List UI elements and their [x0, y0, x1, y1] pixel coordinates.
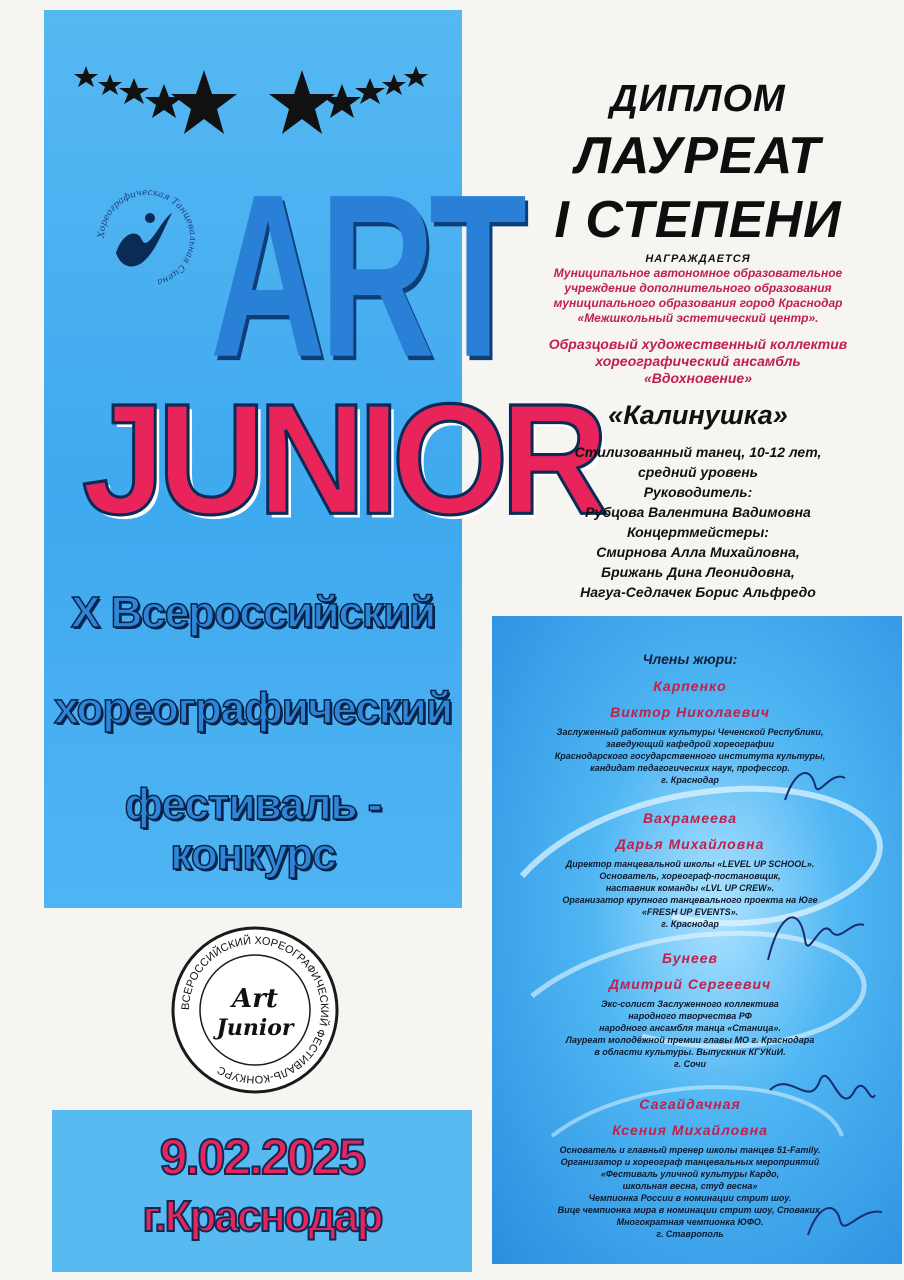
dance-number-title: «Калинушка»	[608, 400, 788, 430]
jury-desc-line: Чемпионка России в номинации стрит шоу.	[588, 1193, 792, 1203]
jury-desc-line: «FRESH UP EVENTS».	[641, 907, 739, 917]
detail-line: средний уровень	[638, 464, 758, 480]
star-icon	[269, 70, 335, 134]
jury-desc-line: Организатор и хореограф танцевальных мероприятий	[560, 1157, 820, 1167]
awarded-label: НАГРАЖДАЕТСЯ	[645, 253, 751, 265]
subtitle-line-3: фестиваль - конкурс	[124, 780, 382, 879]
jury-desc-line: кандидат педагогических наук, профессор.	[590, 763, 790, 773]
detail-line: Стилизованный танец, 10-12 лет,	[574, 444, 822, 460]
jury-desc-line: Экс-солист Заслуженного коллектива	[601, 999, 779, 1009]
jury-desc-line: в области культуры. Выпускник КГУКиИ.	[594, 1047, 786, 1057]
jury-desc-line: Основатель и главный тренер школы танцев 51-Family.	[559, 1145, 821, 1155]
signature-3	[760, 1050, 880, 1130]
laureate-title: ЛАУРЕАТ	[575, 127, 821, 185]
jury-fullname: Виктор Николаевич	[610, 704, 770, 720]
jury-desc-line: народного творчества РФ	[628, 1011, 752, 1021]
jury-desc-line: Краснодарского государственного института культуры,	[554, 751, 826, 761]
event-date: 9.02.2025	[159, 1129, 365, 1185]
collective-name	[492, 336, 904, 387]
festival-stamp	[170, 925, 340, 1095]
detail-line: Смирнова Алла Михайловна,	[596, 544, 800, 560]
jury-title: Члены жюри:	[642, 651, 738, 667]
stamp-art: Art	[232, 984, 278, 1014]
jury-desc-line: г. Сочи	[674, 1059, 706, 1069]
org-line: «Межшкольный эстетический центр».	[577, 311, 819, 325]
jury-desc-line: Вице чемпионка мира в номинации стрит шоу, Споваких.	[557, 1205, 823, 1215]
collective-line: хореографический ансамбль	[595, 353, 801, 369]
subtitle-line-2: хореографический	[54, 684, 452, 733]
collective-line: «Вдохновение»	[643, 370, 753, 386]
star-icon	[145, 84, 183, 118]
jury-desc-line: «Фестиваль уличной культуры Кардо,	[600, 1169, 780, 1179]
signature-2	[760, 900, 870, 980]
detail-line: Рубцова Валентина Вадимовна	[585, 504, 811, 520]
star-icon	[404, 66, 428, 87]
jury-surname: Вахрамеева	[642, 810, 737, 826]
star-icon	[98, 74, 122, 95]
diploma-title: ДИПЛОМ	[610, 78, 786, 120]
jury-desc-line: Заслуженный работник культуры Чеченской Республики,	[556, 727, 824, 737]
jury-desc-line: Многократная чемпионка ЮФО.	[616, 1217, 764, 1227]
org-line: учреждение дополнительного образования	[564, 281, 832, 295]
jury-desc-line: г. Краснодар	[661, 775, 719, 785]
jury-desc-line: народного ансамбля танца «Станица».	[599, 1023, 781, 1033]
event-city: г.Краснодар	[142, 1192, 382, 1241]
stamp-junior: Junior	[216, 1015, 294, 1041]
dance-scene-logo	[92, 178, 202, 298]
star-icon	[382, 74, 406, 95]
star-icon	[119, 78, 149, 104]
jury-desc-line: Лауреат молодёжной премии главы МО г. Краснодара	[565, 1035, 815, 1045]
jury-desc-line: школьная весна, студ весна»	[622, 1181, 758, 1191]
degree-title: I СТЕПЕНИ	[554, 191, 842, 249]
svg-text:ВСЕРОССИЙСКИЙ ХОРЕОГРАФИЧЕСКИЙ: ВСЕРОССИЙСКИЙ ХОРЕОГРАФИЧЕСКИЙ ФЕСТИВАЛЬ-КОНКУРС	[179, 934, 331, 1086]
jury-desc-line: г. Ставрополь	[656, 1229, 724, 1239]
star-icon	[323, 84, 361, 118]
org-line: муниципального образования город Краснодар	[553, 296, 843, 310]
detail-line: Руководитель:	[643, 484, 753, 500]
detail-line: Брижань Дина Леонидовна,	[601, 564, 795, 580]
jury-desc-line: Основатель, хореограф-постановщик,	[599, 871, 781, 881]
art-headline: ART	[210, 145, 521, 406]
jury-desc-line: Организатор крупного танцевального проекта на Юге	[562, 895, 818, 905]
jury-surname: Сагайдачная	[639, 1096, 741, 1112]
detail-line: Нагуа-Седлачек Борис Альфредо	[580, 584, 816, 600]
signature-4	[800, 1190, 890, 1250]
jury-surname: Бунеев	[662, 950, 718, 966]
subtitle-line-1: X Всероссийский	[70, 588, 436, 637]
jury-desc-line: наставник команды «LVL UP CREW».	[605, 883, 775, 893]
organization-name	[492, 266, 904, 326]
signature-1	[780, 760, 850, 810]
star-icon	[74, 66, 98, 87]
jury-fullname: Дарья Михайловна	[615, 836, 765, 852]
junior-headline: JUNIOR	[82, 370, 601, 547]
jury-fullname: Ксения Михайловна	[612, 1122, 768, 1138]
collective-line: Образцовый художественный коллектив	[548, 336, 848, 352]
performance-details	[492, 442, 904, 602]
jury-surname: Карпенко	[653, 678, 727, 694]
jury-desc-line: Директор танцевальной школы «LEVEL UP SCHOOL».	[565, 859, 815, 869]
stars-decoration	[72, 64, 432, 144]
jury-desc-line: заведующий кафедрой хореографии	[605, 739, 775, 749]
jury-fullname: Дмитрий Сергеевич	[608, 976, 772, 992]
org-line: Муниципальное автономное образовательное	[553, 266, 843, 280]
star-icon	[355, 78, 385, 104]
svg-text:Хореографическая Танцевальная: Хореографическая Танцевальная Сцена	[96, 187, 198, 287]
star-icon	[171, 70, 237, 134]
detail-line: Концертмейстеры:	[627, 524, 769, 540]
jury-desc-line: г. Краснодар	[661, 919, 719, 929]
